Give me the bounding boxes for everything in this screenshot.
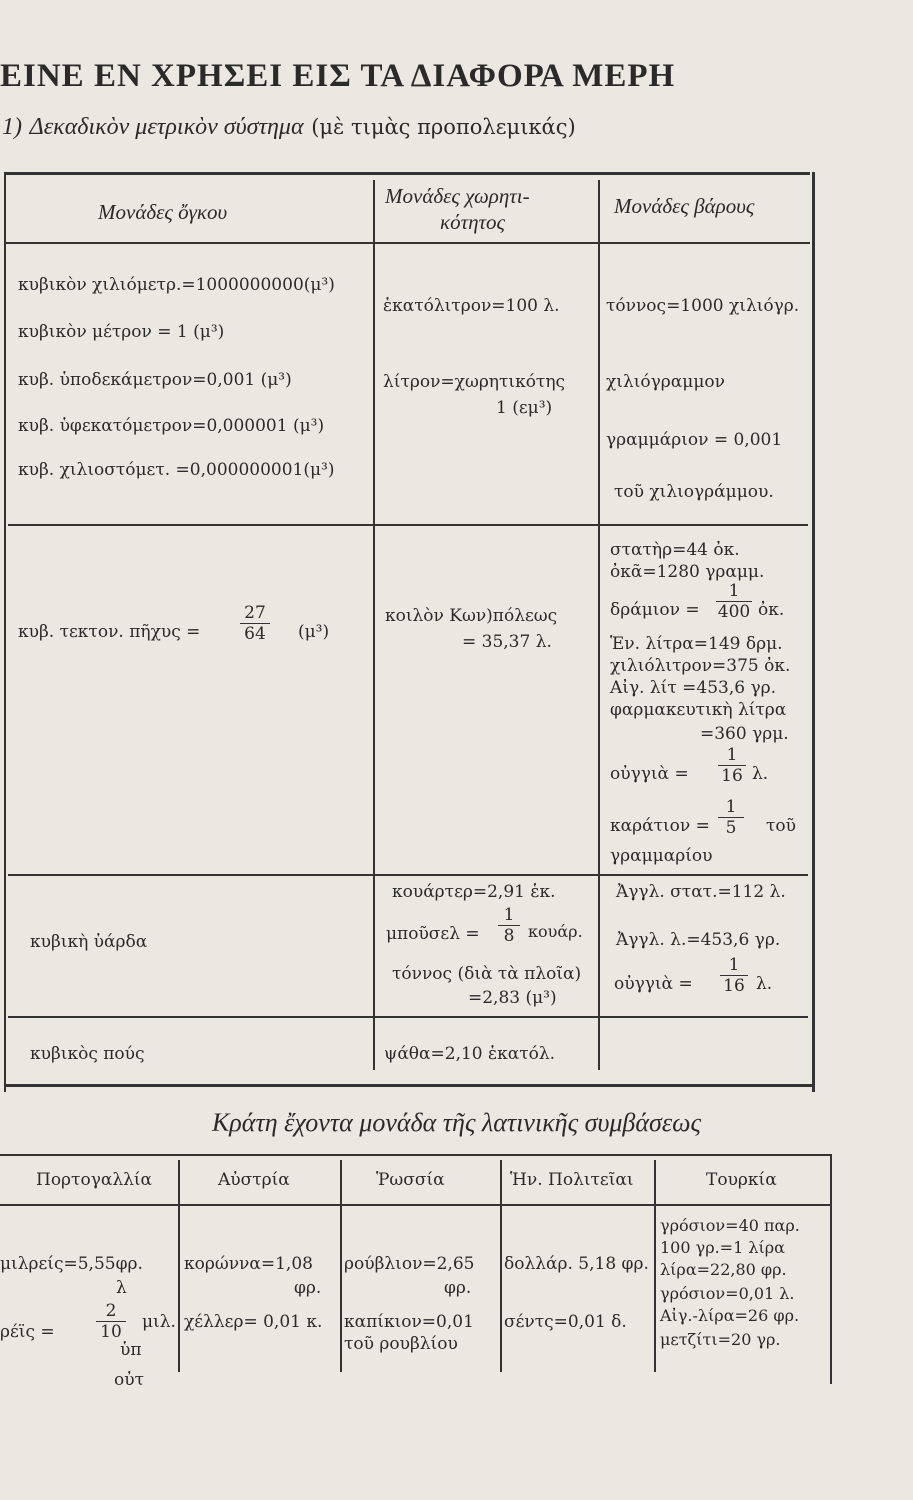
english-weight-3-label: οὐγγιὰ = [614, 974, 693, 994]
english-weight-3-fraction [720, 956, 748, 995]
english-weight-2: Ἀγγλ. λ.=453,6 γρ. [616, 930, 781, 950]
table2-header-rule [0, 1204, 830, 1206]
english-capacity-2-label: μποῦσελ = [386, 924, 480, 944]
ottoman-weight-2: ὀκᾶ=1280 γραμμ. [610, 562, 765, 582]
austria-2: φρ. [294, 1278, 322, 1298]
table2-col-divider-2 [340, 1160, 342, 1372]
carat-den: 5 [725, 818, 737, 838]
ounce-num: 1 [726, 745, 738, 765]
metric-capacity-1: ἑκατόλιτρον=100 λ. [383, 296, 560, 316]
table2-col-divider-4 [654, 1160, 656, 1372]
usa-1: δολλάρ. 5,18 φρ. [504, 1254, 649, 1274]
turkey-4: γρόσιον=0,01 λ. [660, 1284, 795, 1303]
russia-3: καπίκιον=0,01 [344, 1312, 474, 1332]
metric-volume-1: κυβικὸν χιλιόμετρ.=1000000000(μ³) [18, 275, 335, 295]
ottoman-weight-10-fraction [718, 798, 744, 837]
turkey-6: μετζίτι=20 γρ. [660, 1330, 781, 1349]
metric-volume-5: κυβ. χιλιοστόμετ. =0,000000001(μ³) [18, 460, 335, 480]
table1-top-rule [4, 172, 810, 175]
section2-title: Κράτη ἔχοντα μονάδα τῆς λατινικῆς συμβάσεως [211, 1108, 702, 1137]
english-capacity-2-fraction [498, 906, 520, 945]
english-capacity-2-unit: κουάρ. [528, 922, 583, 941]
page-subtitle [2, 112, 576, 141]
table2-top-rule [0, 1154, 830, 1156]
ottoman-weight-9-label: οὐγγιὰ = [610, 764, 689, 784]
turkey-5: Αἰγ.-λίρα=26 φρ. [660, 1306, 800, 1325]
dram-num: 1 [728, 581, 740, 601]
table2-header-turkey: Τουρκία [706, 1170, 777, 1190]
table2-header-usa: Ἡν. Πολιτεῖαι [510, 1170, 634, 1190]
metric-weight-4: τοῦ χιλιογράμμου. [614, 482, 774, 502]
english-weight-3-unit: λ. [756, 974, 773, 994]
portugal-3-label: ρέϊς = [0, 1322, 55, 1342]
turkey-2: 100 γρ.=1 λίρα [660, 1238, 785, 1257]
portugal-3-fraction [96, 1302, 126, 1341]
turkey-1: γρόσιον=40 παρ. [660, 1216, 800, 1235]
table1-right-border [812, 172, 815, 1092]
russia-2: φρ. [444, 1278, 472, 1298]
table1-col-divider-2 [598, 180, 600, 1070]
ottoman-volume-num: 27 [244, 603, 266, 623]
russia-1: ρούβλιον=2,65 [344, 1254, 475, 1274]
table2-right-border [830, 1154, 832, 1384]
metric-weight-3: γραμμάριον = 0,001 [606, 430, 783, 450]
subtitle-main: Δεκαδικὸν μετρικὸν σύστημα [29, 114, 304, 140]
metric-weight-2: χιλιόγραμμον [606, 372, 725, 392]
reis-den: 10 [100, 1322, 122, 1342]
subtitle-number: 1) [2, 114, 22, 140]
ottoman-weight-3-fraction [716, 582, 752, 621]
ottoman-weight-5: χιλιόλιτρον=375 ὀκ. [610, 656, 791, 676]
portugal-3-unit: μιλ. [142, 1312, 176, 1332]
header-weight: Μονάδες βάρους [614, 194, 755, 218]
english-ounce-num: 1 [728, 955, 740, 975]
ottoman-weight-6: Αἰγ. λίτ =453,6 γρ. [610, 678, 777, 698]
table1-row-rule-3 [8, 1016, 808, 1018]
table2-header-austria: Αὐστρία [218, 1170, 290, 1190]
feet-capacity: ψάθα=2,10 ἑκατόλ. [384, 1044, 556, 1064]
ottoman-weight-11: γραμμαρίου [610, 846, 713, 866]
ottoman-volume-fraction [240, 604, 270, 643]
ottoman-weight-1: στατὴρ=44 ὀκ. [610, 540, 740, 560]
ottoman-weight-10-label: καράτιον = [610, 816, 710, 836]
subtitle-paren: (μὲ τιμὰς προπολεμικάς) [311, 115, 576, 139]
bushel-den: 8 [503, 926, 515, 946]
ottoman-weight-4: Ἑν. λίτρα=149 δρμ. [610, 634, 783, 654]
portugal-2: λ [116, 1278, 127, 1298]
metric-weight-1: τόννος=1000 χιλιόγρ. [606, 296, 800, 316]
table1-row-rule-1 [8, 524, 808, 526]
usa-2: σέντς=0,01 δ. [504, 1312, 627, 1332]
table1-col-divider-1 [373, 180, 375, 1070]
ottoman-volume-unit: (μ³) [298, 622, 330, 642]
english-ounce-den: 16 [723, 976, 745, 996]
page-title: ΕΙΝΕ ΕΝ ΧΡΗΣΕΙ ΕΙΣ ΤΑ ΔΙΑΦΟΡΑ ΜΕΡΗ [0, 58, 676, 94]
portugal-4: ὑπ [120, 1340, 142, 1360]
turkey-3: λίρα=22,80 φρ. [660, 1260, 787, 1279]
english-capacity-1: κουάρτερ=2,91 ἑκ. [392, 882, 556, 902]
header-capacity-2: κότητος [440, 210, 506, 234]
ottoman-weight-10-unit: τοῦ [766, 816, 796, 836]
table1-left-border [4, 172, 6, 1092]
table1-row-rule-2 [8, 874, 808, 876]
table2-header-russia: Ῥωσσία [376, 1170, 445, 1190]
table1-bottom-rule [4, 1084, 812, 1087]
austria-1: κορώννα=1,08 [184, 1254, 313, 1274]
bushel-num: 1 [503, 905, 515, 925]
ottoman-weight-3-unit: ὀκ. [758, 600, 785, 620]
feet-volume: κυβικὸς πούς [30, 1044, 145, 1064]
carat-num: 1 [725, 797, 737, 817]
header-capacity-1: Μονάδες χωρητι- [385, 184, 530, 208]
table2-col-divider-1 [178, 1160, 180, 1372]
ottoman-weight-7: φαρμακευτικὴ λίτρα [610, 700, 787, 720]
dram-den: 400 [717, 602, 751, 622]
metric-volume-2: κυβικὸν μέτρον = 1 (μ³) [18, 322, 225, 342]
table1-header-rule [4, 242, 810, 244]
ottoman-weight-9-unit: λ. [752, 764, 769, 784]
ottoman-volume-den: 64 [244, 624, 266, 644]
table2-col-divider-3 [500, 1160, 502, 1372]
ounce-den: 16 [721, 766, 743, 786]
metric-volume-4: κυβ. ὑφεκατόμετρον=0,000001 (μ³) [18, 416, 325, 436]
reis-num: 2 [105, 1301, 117, 1321]
english-volume: κυβικὴ ὑάρδα [30, 932, 148, 952]
english-weight-1: Ἀγγλ. στατ.=112 λ. [616, 882, 786, 902]
english-capacity-4: =2,83 (μ³) [468, 988, 557, 1008]
header-volume: Μονάδες ὄγκου [98, 200, 228, 224]
metric-capacity-2: λίτρον=χωρητικότης [383, 372, 566, 392]
austria-3: χέλλερ= 0,01 κ. [184, 1312, 323, 1332]
russia-4: τοῦ ρουβλίου [344, 1334, 458, 1354]
ottoman-weight-3-label: δράμιον = [610, 600, 700, 620]
ottoman-weight-9-fraction [718, 746, 746, 785]
ottoman-capacity-2: = 35,37 λ. [462, 632, 552, 652]
metric-volume-3: κυβ. ὑποδεκάμετρον=0,001 (μ³) [18, 370, 292, 390]
portugal-1: μιλρείς=5,55φρ. [0, 1254, 143, 1274]
ottoman-weight-8: =360 γρμ. [700, 724, 789, 744]
portugal-5: οὐτ [114, 1370, 144, 1390]
table2-header-portugal: Πορτογαλλία [36, 1170, 153, 1190]
metric-capacity-3: 1 (εμ³) [496, 398, 553, 418]
english-capacity-3: τόννος (διὰ τὰ πλοῖα) [392, 964, 582, 984]
ottoman-capacity-1: κοιλὸν Κων)πόλεως [385, 606, 558, 626]
ottoman-volume-label: κυβ. τεκτον. πῆχυς = [18, 622, 201, 642]
